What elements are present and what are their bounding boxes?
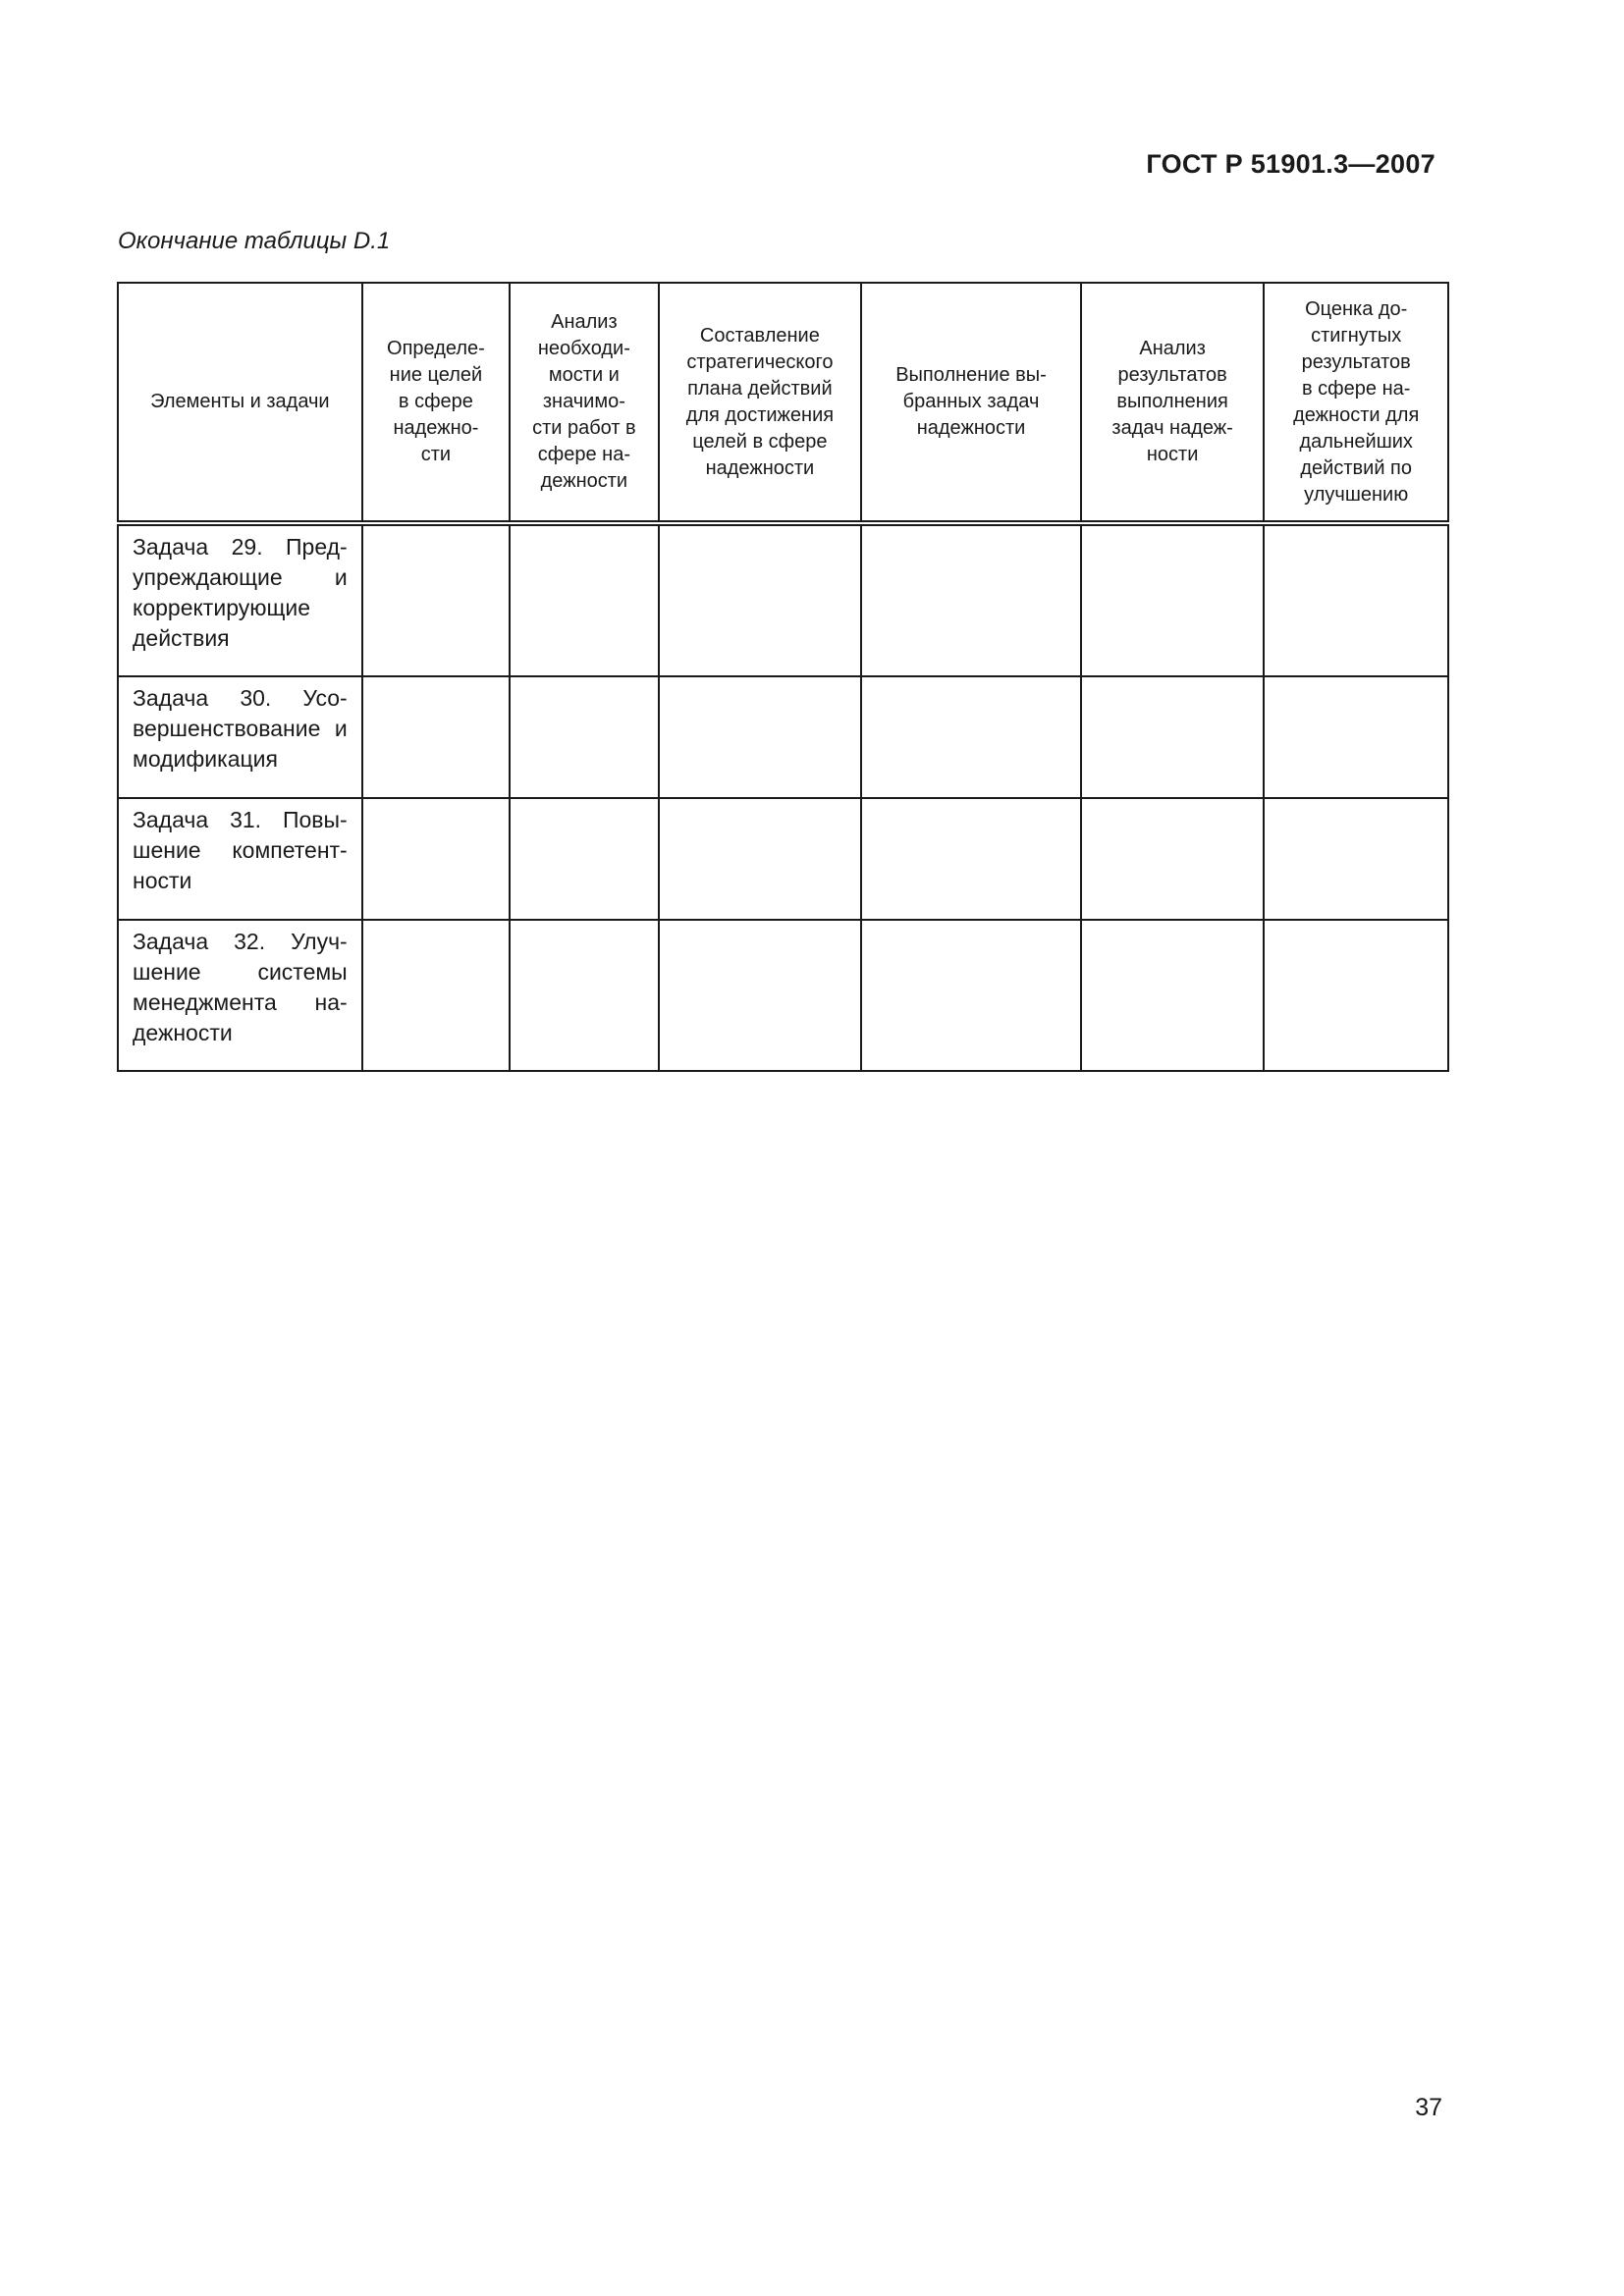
table-cell — [1264, 676, 1448, 798]
table-cell — [861, 676, 1081, 798]
table-cell — [510, 920, 658, 1071]
column-header-evaluation: Оценка до- стигнутых результатов в сфере на- дежности для дальнейших действий по улучшению — [1264, 283, 1448, 523]
page-number: 37 — [1415, 2094, 1442, 2121]
table-cell — [362, 523, 510, 676]
table-cell — [1081, 920, 1265, 1071]
table-cell — [1264, 798, 1448, 920]
task-cell: Задача 30. Усо-вершенствование и модификация — [118, 676, 362, 798]
column-header-goals: Определе- ние целей в сфере надежно- сти — [362, 283, 510, 523]
table-caption: Окончание таблицы D.1 — [118, 228, 391, 254]
table-cell — [1264, 523, 1448, 676]
table-cell — [659, 523, 862, 676]
column-header-needs-analysis: Анализ необходи- мости и значимо- сти работ в сфере на- дежности — [510, 283, 658, 523]
table-cell — [1081, 523, 1265, 676]
table-row — [118, 676, 1448, 798]
table-row — [118, 798, 1448, 920]
table-cell — [659, 798, 862, 920]
task-cell: Задача 29. Пред-упреждающие и корректирующие действия — [118, 523, 362, 676]
table-cell — [659, 676, 862, 798]
table-cell — [1081, 798, 1265, 920]
document-code: ГОСТ Р 51901.3—2007 — [1146, 149, 1435, 179]
table-cell — [659, 920, 862, 1071]
table-row — [118, 920, 1448, 1071]
table-cell — [1264, 920, 1448, 1071]
table-header-row — [118, 283, 1448, 523]
table-cell — [362, 920, 510, 1071]
task-cell: Задача 31. Повы-шение компетент-ности — [118, 798, 362, 920]
task-cell: Задача 32. Улуч-шение системы менеджмента на-дежности — [118, 920, 362, 1071]
column-header-elements: Элементы и задачи — [118, 283, 362, 523]
table-cell — [510, 798, 658, 920]
column-header-results-analysis: Анализ результатов выполнения задач надеж- ности — [1081, 283, 1265, 523]
table-cell — [861, 798, 1081, 920]
table-cell — [861, 523, 1081, 676]
table-cell — [362, 676, 510, 798]
table-cell — [861, 920, 1081, 1071]
reliability-tasks-table — [117, 282, 1449, 1072]
column-header-strategic-plan: Составление стратегического плана действий для достижения целей в сфере надежности — [659, 283, 862, 523]
table-cell — [1081, 676, 1265, 798]
table-cell — [510, 676, 658, 798]
table-row — [118, 523, 1448, 676]
table-cell — [362, 798, 510, 920]
column-header-execution: Выполнение вы- бранных задач надежности — [861, 283, 1081, 523]
table-cell — [510, 523, 658, 676]
